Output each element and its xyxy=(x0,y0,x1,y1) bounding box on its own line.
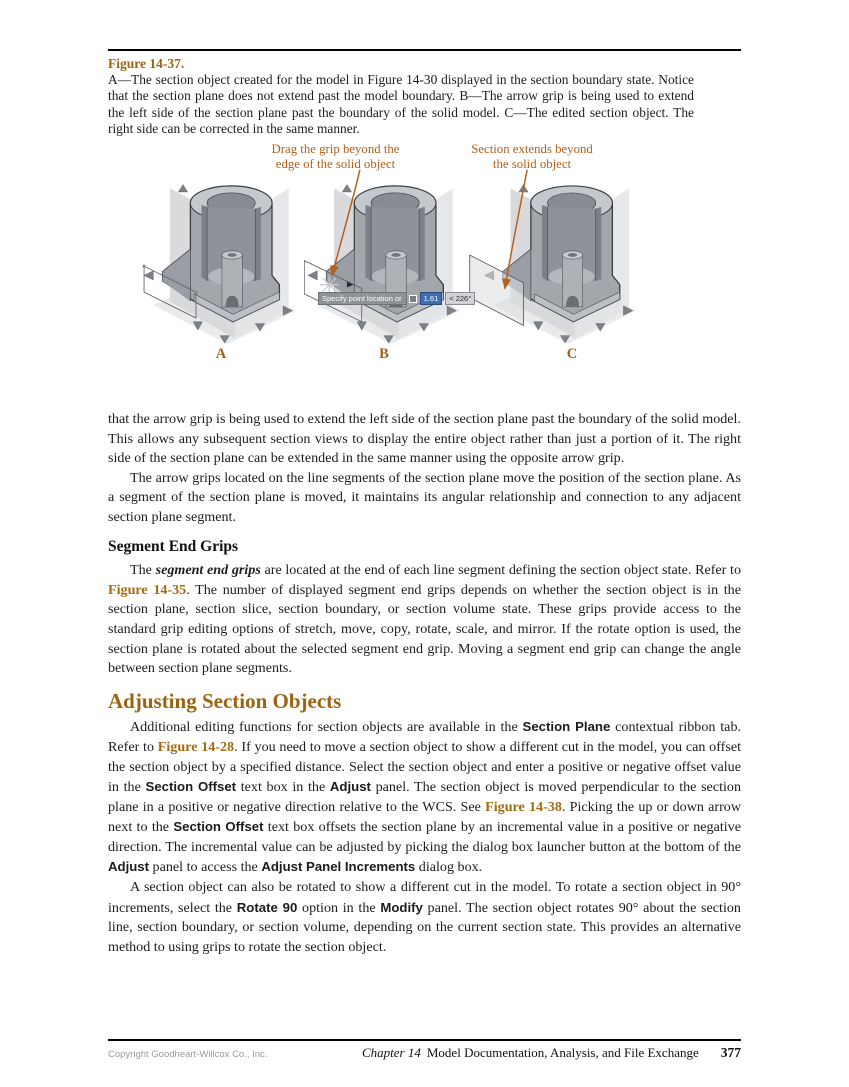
figure-c-image xyxy=(466,166,642,344)
tooltip-prompt: Specify point location or xyxy=(318,292,407,305)
dynamic-input-tooltip xyxy=(318,292,475,305)
tooltip-value-field: 1.61 xyxy=(420,292,443,305)
annotation-line: Section extends beyond xyxy=(471,142,593,156)
figure-c-label: C xyxy=(566,346,578,362)
annotation-line: edge of the solid object xyxy=(275,156,396,171)
body-text xyxy=(108,410,741,957)
footer-chapter-label: Chapter 14 xyxy=(362,1045,421,1060)
paragraph: that the arrow grip is being used to extend the left side of the section plane past the boundary of the solid model. This allows any subsequent section views to display the entire object rather than just a portion of it. The right side of the section plane can be extended in the same manner using the opposite arrow grip. xyxy=(108,411,741,467)
footer-chapter-title: Model Documentation, Analysis, and File Exchange xyxy=(426,1045,699,1060)
paragraph: Additional editing functions for section objects are available in the Section Plane contextual ribbon tab. Refer to Figure 14-28. If you need to move a section object to show a different cut in the model, you can offset the section object by a specified distance. Select the section object and enter a positive or negative offset value in the Section Offset text box in the Adjust panel. The section object is moved perpendicular to the section plane in a positive or negative direction relative to the WCS. See Figure 14-38. Picking the up or down arrow next to the Section Offset text box offsets the section plane by an incremental value in a positive or negative direction. The incremental value can be adjusted by picking the dialog box launcher button at the bottom of the Adjust panel to access the Adjust Panel Increments dialog box. xyxy=(108,719,742,876)
dynamic-input-icon xyxy=(409,295,417,303)
figure-b-label: B xyxy=(379,346,389,362)
figure-b xyxy=(304,166,464,363)
paragraph: The arrow grips located on the line segments of the section plane move the position of the section plane. As a segment of the section plane is moved, it maintains its angular relationship and connection to any adjacent section plane segment. xyxy=(108,469,741,525)
figure-c xyxy=(466,166,642,363)
figure-caption-label: Figure 14-37. xyxy=(108,56,185,71)
paragraph: A section object can also be rotated to show a different cut in the model. To rotate a section object in 90° increments, select the Rotate 90 option in the Modify panel. The section object rotates 90° about the section line, section boundary, or section volume, depending on the current section state. This provides an alternative method to using grips to rotate the section object. xyxy=(108,879,741,955)
figure-a xyxy=(142,166,300,363)
figure-b-image xyxy=(304,166,464,344)
footer-divider xyxy=(108,1039,741,1041)
section-heading-segment-end-grips: Segment End Grips xyxy=(108,537,239,555)
paragraph: The segment end grips are located at the end of each line segment defining the section object state. Refer to Figure 14-35. The number of displayed segment end grips depends on whether the section object is in the section plane, section slice, section boundary, or section volume state. These grips provide access to the standard grip editing options of stretch, move, copy, rotate, scale, and mirror. If the rotate option is used, the section plane is rotated about the selected segment end grip. Moving a segment end grip can change the angle between section plane segments. xyxy=(108,562,742,677)
figure-caption-text: A—The section object created for the model in Figure 14-30 displayed in the section boundary state. Notice that the section plane does not extend past the model boundary. B—The arrow grip is being used to extend the left side of the section plane past the boundary of the solid model. C—The edited section object. The right side can be corrected in the same manner. xyxy=(108,72,694,137)
section-heading-adjusting-section-objects: Adjusting Section Objects xyxy=(108,688,342,713)
figure-a-label: A xyxy=(215,346,227,362)
footer-chapter xyxy=(362,1045,699,1061)
top-divider xyxy=(108,49,741,51)
footer xyxy=(108,1045,741,1061)
footer-copyright: Copyright Goodheart-Willcox Co., Inc. xyxy=(108,1049,268,1060)
figure-caption xyxy=(108,55,694,138)
figure-a-image xyxy=(142,166,300,344)
footer-page-number: 377 xyxy=(720,1045,741,1060)
tooltip-angle-field: < 226° xyxy=(445,292,475,305)
annotation-line: the solid object xyxy=(492,156,572,171)
annotation-line: Drag the grip beyond the xyxy=(271,142,400,156)
